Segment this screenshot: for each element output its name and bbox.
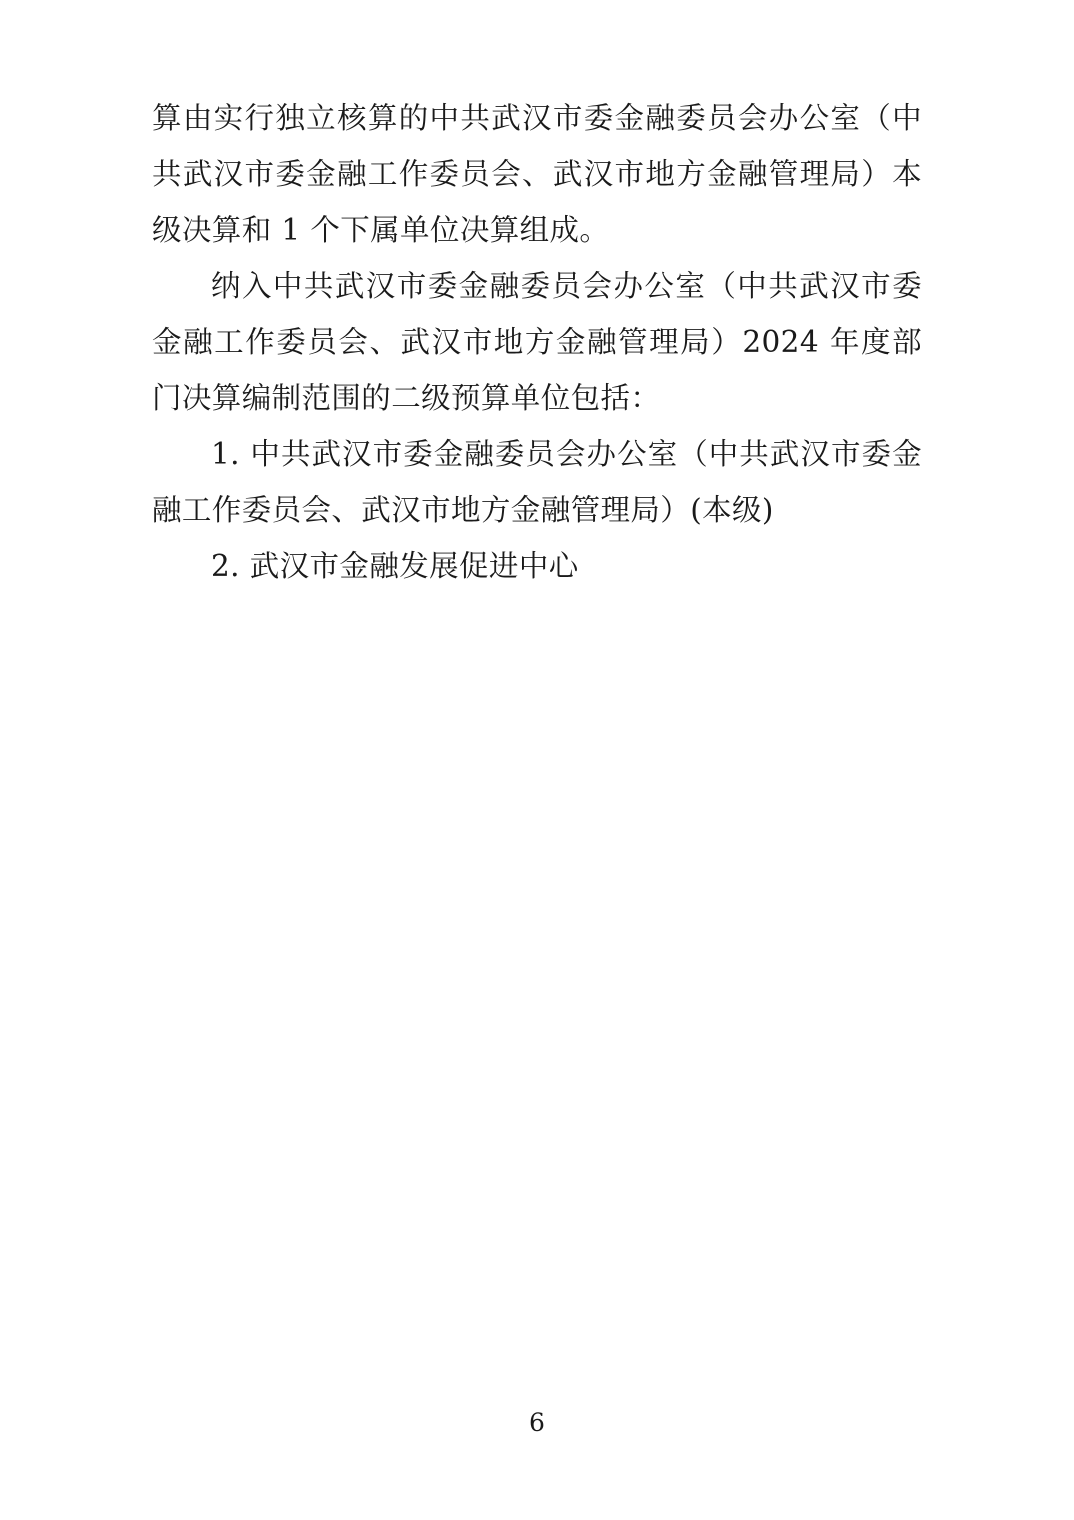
paragraph-2: 纳入中共武汉市委金融委员会办公室（中共武汉市委金融工作委员会、武汉市地方金融管理局）2024 年度部门决算编制范围的二级预算单位包括：	[152, 269, 922, 415]
paragraph-1: 算由实行独立核算的中共武汉市委金融委员会办公室（中共武汉市委金融工作委员会、武汉市地方金融管理局）本级决算和 1 个下属单位决算组成。	[152, 101, 922, 247]
list-item-1: 1. 中共武汉市委金融委员会办公室（中共武汉市委金融工作委员会、武汉市地方金融管理局）(本级)	[152, 437, 922, 527]
page-number: 6	[529, 1408, 545, 1437]
document-body	[152, 90, 922, 594]
list-item-2: 2. 武汉市金融发展促进中心	[211, 549, 579, 583]
